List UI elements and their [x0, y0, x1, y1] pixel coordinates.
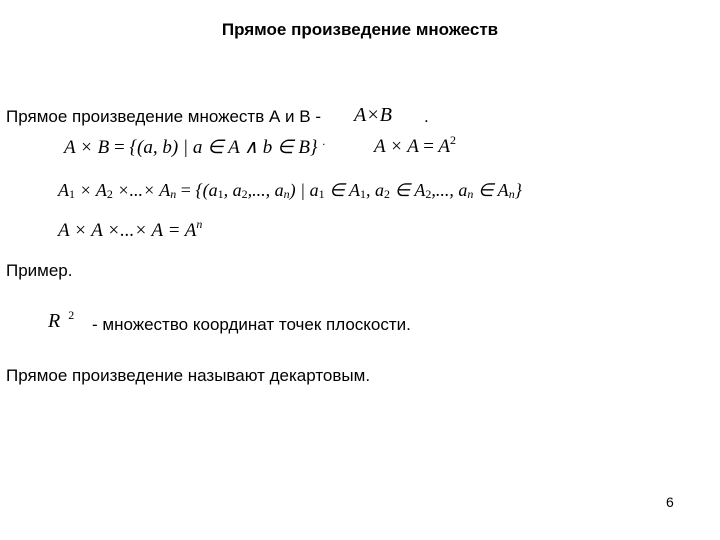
formula-square-exp: 2: [450, 133, 457, 147]
formula-cartesian-definition: [64, 136, 325, 159]
formula-power-body: A × A ×...× A = A: [58, 220, 197, 241]
intro-dot: .: [424, 107, 429, 126]
example-symbol: [48, 310, 74, 333]
formula-dot: .: [322, 134, 326, 148]
formula-lhs: A × B: [64, 137, 110, 158]
formula-square: [374, 133, 457, 158]
conclusion-text: Прямое произведение называют декартовым.: [6, 366, 371, 385]
example-symbol-r: R: [48, 310, 61, 332]
formula-rhs: {(a, b) | a ∈ A ∧ b ∈ B}: [129, 137, 318, 158]
example-symbol-exp: 2: [68, 308, 75, 322]
formula-square-lhs: A × A: [374, 136, 419, 157]
example-heading: Пример.: [6, 261, 73, 280]
formula-power-exp: n: [196, 217, 203, 231]
page-title: Прямое произведение множеств: [221, 20, 499, 39]
formula-equals: =: [113, 137, 125, 158]
intro-formula: A×B: [354, 104, 392, 126]
formula-n-ary-product: $A_1 \times A_2$ ×...× $A_n = \{(a_1$, $a_2$,..., $a_n$) | $a_1$ ∈ $A_1$, $a_2$ ∈ $A_2$,..., $a_n$ ∈ $A_n$}: [58, 180, 522, 201]
intro-text: Прямое произведение множеств А и В -: [6, 107, 321, 126]
page-number: 6: [666, 494, 674, 510]
example-text: - множество координат точек плоскости.: [92, 315, 411, 334]
formula-square-equals: =: [423, 136, 434, 157]
formula-square-base: A: [438, 136, 451, 157]
formula-power: [58, 217, 203, 242]
